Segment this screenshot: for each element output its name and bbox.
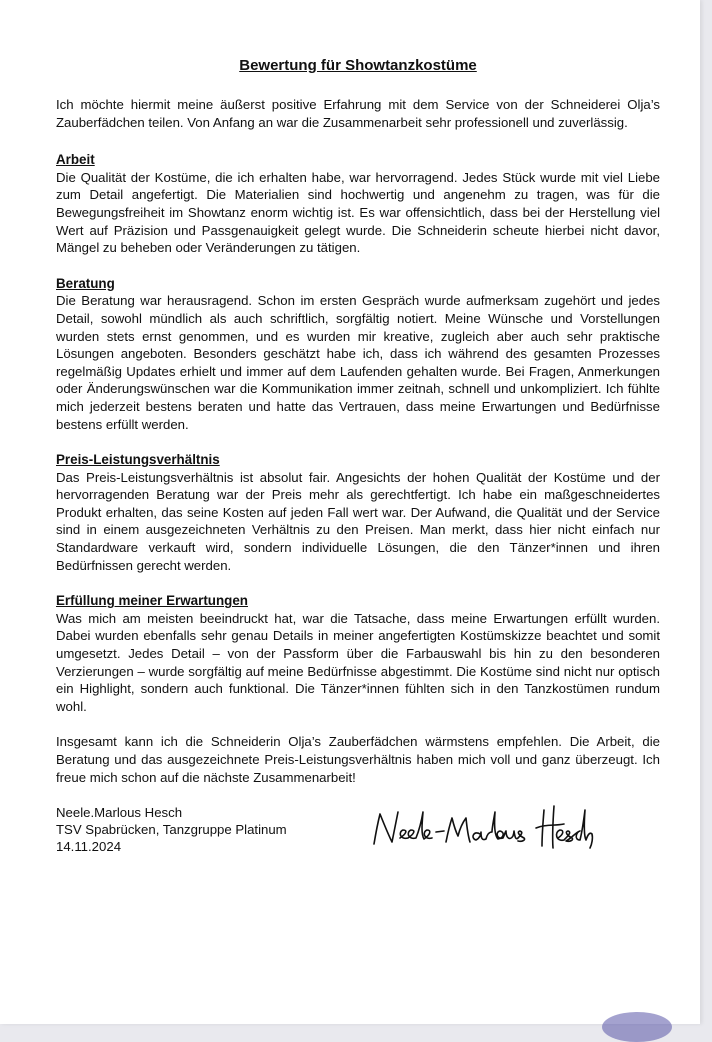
section-heading: Erfüllung meiner Erwartungen [56,593,248,609]
signature-date: 14.11.2024 [56,839,122,855]
section-heading: Arbeit [56,152,95,168]
page-corner-decoration [602,1012,672,1042]
section-text: Das Preis-Leistungsverhältnis ist absolut fair. Angesichts der hohen Qualität der Kostüme und der hervorragenden Beratung war der Preis mehr als gerechtfertigt. Ich habe ein maßgeschneidertes Produkt erhalten, das seine Kosten auf jeden Fall wert war. Der Aufwand, die Qualität und der Service sind in einem ausgezeichneten Verhältnis zu den Preisen. Man merkt, dass hier nicht einfach nur Standardware verkauft wird, sondern individuelle Lösungen, die den Tänzer*innen und ihren Bedürfnissen gerecht werden. [56,469,660,573]
signer-organization: TSV Spabrücken, Tanzgruppe Platinum [56,822,287,838]
signature-block [56,804,660,864]
intro-paragraph: Ich möchte hiermit meine äußerst positive Erfahrung mit dem Service von der Schneiderei Olja’s Zauberfädchen teilen. Von Anfang an war die Zusammenarbeit sehr professionell und zuverlässig. [56,97,660,130]
document-title: Bewertung für Showtanzkostüme [239,57,477,74]
section-erwartungen [56,592,660,715]
section-text: Was mich am meisten beeindruckt hat, war die Tatsache, dass meine Erwartungen erfüllt wurden. Dabei wurden ebenfalls sehr genau Details in meiner angefertigten Kostümskizze beachtet und somit umgesetzt. Jedes Detail – von der Passform über die Farbauswahl bis hin zu den besonderen Verzierungen – wurde sorgfältig auf meine Bedürfnisse abgestimmt. Die Kostüme sind nicht nur optisch ein Highlight, sondern auch funktional. Die Tänzer*innen fühlten sich in den Tanzkostümen rundum wohl. [56,610,660,714]
closing-paragraph: Insgesamt kann ich die Schneiderin Olja’s Zauberfädchen wärmstens empfehlen. Die Arbeit, die Beratung und das ausgezeichnete Preis-Leistungsverhältnis haben mich voll und ganz überzeugt. Ich freue mich schon auf die nächste Zusammenarbeit! [56,734,660,785]
section-arbeit [56,151,660,257]
section-text: Die Beratung war herausragend. Schon im ersten Gespräch wurde aufmerksam zugehört und jedes Detail, sowohl mündlich als auch schriftlich, sorgfältig notiert. Meine Wünsche und Vorstellungen wurden stets ernst genommen, und es wurden mir kreative, zugleich aber auch sehr praktische Lösungen angeboten. Besonders geschätzt habe ich, dass ich während des gesamten Prozesses regelmäßig Updates erhielt und immer auf dem Laufenden gehalten wurde. Bei Fragen, Anmerkungen oder Änderungswünschen war die Kommunikation immer zeitnah, schnell und unkompliziert. Ich fühlte mich jederzeit bestens beraten und hatte das Vertrauen, dass meine Erwartungen und Bedürfnisse bestens erfüllt werden. [56,293,660,432]
section-preis-leistung [56,451,660,574]
section-text: Die Qualität der Kostüme, die ich erhalten habe, war hervorragend. Jedes Stück wurde mit viel Liebe zum Detail angefertigt. Die Materialien sind hochwertig und angenehm zu tragen, was für die Bewegungsfreiheit im Showtanz enorm wichtig ist. Es war offensichtlich, dass bei der Herstellung viel Wert auf Präzision und Passgenauigkeit gelegt wurde. Die Schneiderin scheute hierbei nicht davor, Mängel zu beheben oder Veränderungen zu tätigen. [56,169,660,256]
document-content [56,56,660,864]
section-heading: Beratung [56,275,115,291]
signer-name: Neele.Marlous Hesch [56,805,183,821]
section-heading: Preis-Leistungsverhältnis [56,452,220,468]
handwritten-signature [368,798,598,858]
section-beratung [56,275,660,433]
